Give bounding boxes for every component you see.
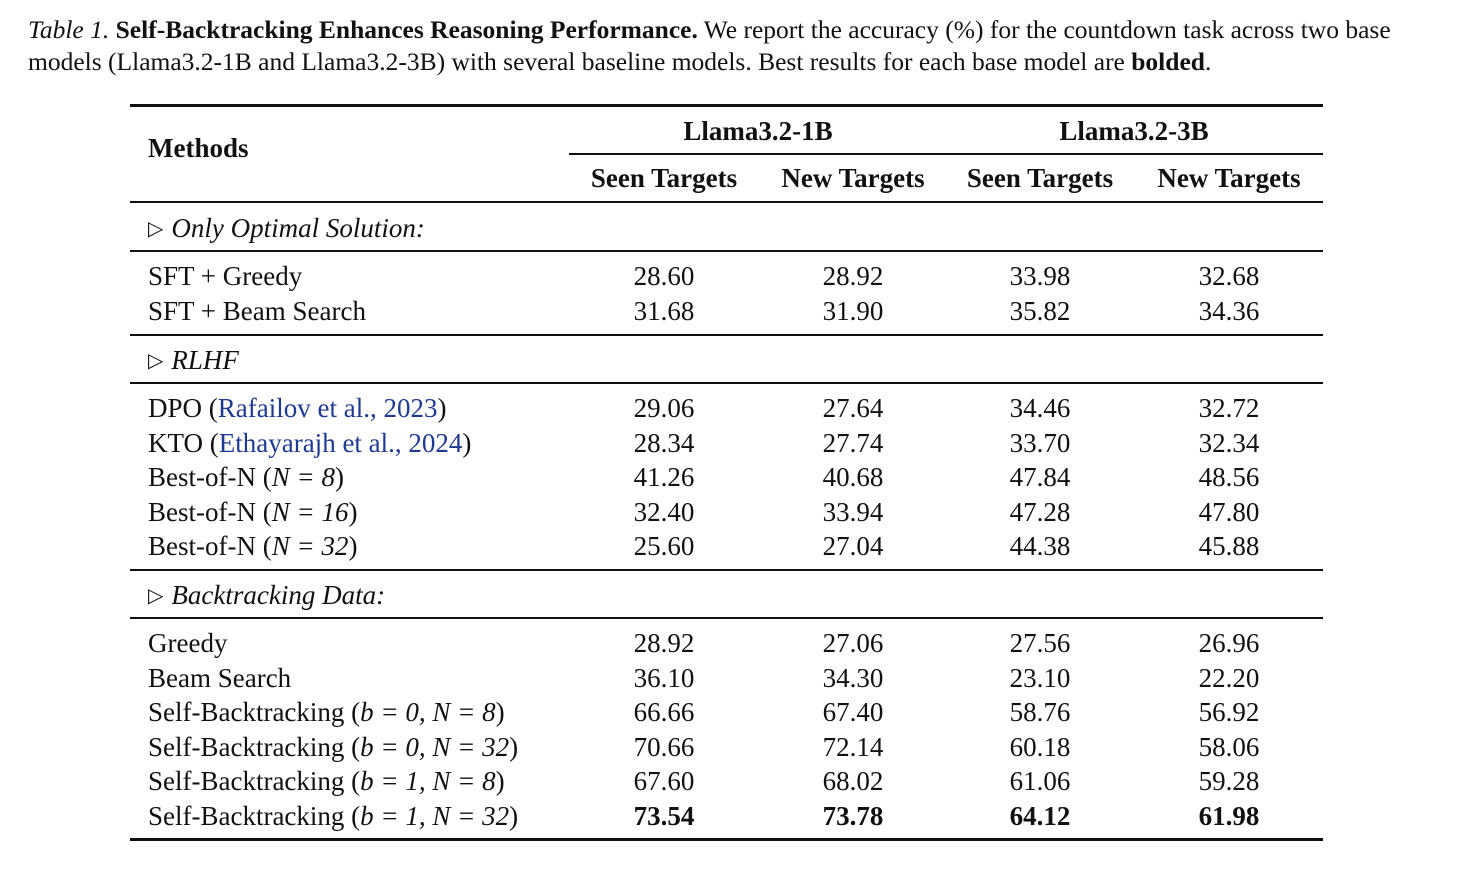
accuracy-value: 34.46 (1009, 393, 1071, 423)
method-label: Best-of-N ( (148, 462, 272, 492)
accuracy-value: 36.10 (633, 662, 695, 693)
method-paren: ) (509, 731, 519, 762)
accuracy-value: 73.54 (633, 800, 695, 831)
accuracy-value: 72.14 (822, 731, 884, 762)
accuracy-value: 25.60 (633, 531, 695, 561)
method-name (148, 260, 302, 292)
section-rule (130, 569, 1323, 571)
section-rule (130, 382, 1323, 384)
accuracy-value: 40.68 (822, 462, 884, 492)
header-seen-targets-1b: Seen Targets (590, 163, 738, 193)
header-llama-1b: Llama3.2-1B (683, 116, 833, 146)
section-rule (130, 617, 1323, 619)
accuracy-value: 41.26 (633, 462, 695, 492)
accuracy-value: 32.68 (1198, 261, 1260, 291)
header-methods: Methods (148, 133, 249, 163)
section-header (148, 344, 239, 379)
method-name (148, 461, 344, 493)
method-name (148, 662, 291, 694)
accuracy-value: 28.92 (822, 261, 884, 291)
accuracy-value: 27.74 (822, 427, 884, 458)
accuracy-value: 35.82 (1009, 295, 1071, 326)
header-rule (130, 201, 1323, 203)
accuracy-value: 68.02 (822, 766, 884, 796)
accuracy-value: 34.36 (1198, 295, 1260, 326)
accuracy-value: 58.06 (1198, 731, 1260, 762)
method-paren: ) (509, 800, 519, 831)
method-label: Best-of-N ( (148, 531, 272, 561)
accuracy-value: 48.56 (1198, 462, 1260, 492)
method-label: KTO ( (148, 427, 219, 458)
accuracy-value: 33.94 (822, 496, 884, 527)
accuracy-value: 22.20 (1198, 662, 1260, 693)
accuracy-value: 60.18 (1009, 731, 1071, 762)
citation-link[interactable]: Ethayarajh et al., 2024 (218, 427, 463, 458)
method-label: SFT + Greedy (148, 261, 303, 291)
accuracy-value: 66.66 (633, 697, 695, 727)
method-paren: ) (495, 766, 505, 796)
method-paren: ) (495, 697, 505, 727)
caption-text-2: models (Llama3.2-1B and Llama3.2-3B) with several baseline models. Best results for each base model are (28, 47, 1125, 76)
accuracy-value: 27.04 (822, 531, 884, 561)
method-label: Self-Backtracking ( (148, 731, 361, 762)
method-name (148, 295, 366, 327)
section-header (148, 212, 425, 247)
accuracy-value: 61.98 (1198, 800, 1260, 831)
method-params: N = 16 (271, 496, 349, 527)
accuracy-value: 28.34 (633, 427, 695, 458)
accuracy-value: 61.06 (1009, 766, 1071, 796)
accuracy-value: 47.80 (1198, 496, 1260, 527)
results-table (130, 104, 1323, 844)
method-name (148, 731, 518, 763)
accuracy-value: 47.28 (1009, 496, 1071, 527)
accuracy-value: 26.96 (1198, 628, 1260, 658)
method-label: Best-of-N ( (148, 496, 272, 527)
method-paren: ) (334, 462, 344, 492)
accuracy-value: 32.34 (1198, 427, 1260, 458)
method-name (148, 392, 446, 424)
method-paren: ) (462, 427, 472, 458)
accuracy-value: 23.10 (1009, 662, 1071, 693)
triangle-marker-icon: ▷ (148, 585, 164, 607)
section-rule (130, 334, 1323, 336)
caption-title: Self-Backtracking Enhances Reasoning Performance. (115, 15, 698, 44)
triangle-marker-icon: ▷ (148, 350, 164, 372)
accuracy-value: 33.70 (1009, 427, 1071, 458)
accuracy-value: 44.38 (1009, 531, 1071, 561)
method-params: b = 1, N = 32 (360, 800, 510, 831)
accuracy-value: 67.40 (822, 697, 884, 727)
accuracy-value: 45.88 (1198, 531, 1260, 561)
accuracy-value: 28.92 (633, 628, 695, 658)
caption-period: . (1204, 47, 1212, 76)
method-label: Self-Backtracking ( (148, 800, 361, 831)
header-seen-targets-3b: Seen Targets (966, 163, 1114, 193)
method-name (148, 530, 357, 562)
accuracy-value: 27.06 (822, 628, 884, 658)
accuracy-value: 58.76 (1009, 697, 1071, 727)
accuracy-value: 28.60 (633, 261, 695, 291)
method-label: Self-Backtracking ( (148, 766, 361, 796)
method-label: Greedy (148, 628, 228, 658)
top-rule (130, 104, 1323, 107)
caption-bolded-word: bolded (1131, 47, 1205, 76)
method-name (148, 427, 471, 459)
accuracy-value: 33.98 (1009, 261, 1071, 291)
section-title: RLHF (171, 345, 239, 375)
accuracy-value: 27.64 (822, 393, 884, 423)
accuracy-value: 31.90 (822, 295, 884, 326)
caption-text-1: We report the accuracy (%) for the countdown task across two base (703, 15, 1391, 44)
method-label: SFT + Beam Search (148, 295, 366, 326)
method-label: Beam Search (148, 662, 292, 693)
accuracy-value: 34.30 (822, 662, 884, 693)
accuracy-value: 73.78 (822, 800, 884, 831)
header-new-targets-3b: New Targets (1157, 163, 1301, 193)
section-title: Backtracking Data: (171, 580, 386, 610)
accuracy-value: 56.92 (1198, 697, 1260, 727)
bottom-rule (130, 838, 1323, 841)
accuracy-value: 64.12 (1009, 800, 1071, 831)
accuracy-value: 32.40 (633, 496, 695, 527)
method-label: DPO ( (148, 393, 218, 423)
method-params: b = 0, N = 8 (360, 697, 496, 727)
accuracy-value: 67.60 (633, 766, 695, 796)
section-header (148, 579, 385, 614)
caption-line-1 (28, 14, 1438, 46)
header-llama-3b: Llama3.2-3B (1059, 116, 1209, 146)
accuracy-value: 27.56 (1009, 628, 1071, 658)
citation-link[interactable]: Rafailov et al., 2023 (217, 393, 438, 423)
method-name (148, 765, 505, 797)
caption-line-2 (28, 46, 1438, 78)
section-title: Only Optimal Solution: (171, 213, 425, 243)
method-label: Self-Backtracking ( (148, 697, 361, 727)
accuracy-value: 29.06 (633, 393, 695, 423)
method-name (148, 627, 227, 659)
method-paren: ) (437, 393, 447, 423)
accuracy-value: 59.28 (1198, 766, 1260, 796)
section-rule (130, 250, 1323, 252)
table-caption (28, 14, 1438, 78)
method-paren: ) (348, 496, 358, 527)
triangle-marker-icon: ▷ (148, 218, 164, 240)
method-name (148, 496, 357, 528)
model-group-rule (569, 153, 1323, 155)
method-params: N = 8 (271, 462, 335, 492)
method-params: b = 0, N = 32 (360, 731, 510, 762)
method-name (148, 800, 518, 832)
accuracy-value: 31.68 (633, 295, 695, 326)
caption-label: Table 1. (28, 15, 110, 44)
method-paren: ) (348, 531, 358, 561)
accuracy-value: 47.84 (1009, 462, 1071, 492)
method-params: N = 32 (271, 531, 349, 561)
header-new-targets-1b: New Targets (781, 163, 925, 193)
accuracy-value: 32.72 (1198, 393, 1260, 423)
accuracy-value: 70.66 (633, 731, 695, 762)
method-params: b = 1, N = 8 (360, 766, 496, 796)
method-name (148, 696, 505, 728)
